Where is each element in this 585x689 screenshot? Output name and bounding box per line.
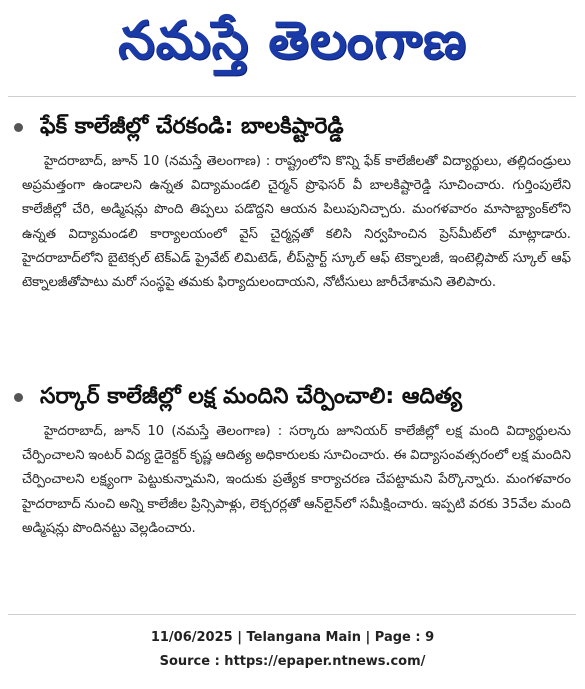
footer-date-line: 11/06/2025 | Telangana Main | Page : 9 [150,630,435,645]
masthead-logo: నమస్తే తెలంగాణ [118,11,467,71]
bullet-icon [14,123,23,132]
article-1 [0,110,585,295]
article-1-header [0,110,585,150]
masthead-divider [8,96,576,97]
article-1-body: హైదరాబాద్, జూన్ 10 (నమస్తే తెలంగాణ) : రాష్ట్రంలోని కొన్ని ఫేక్ కాలేజీలతో విద్యార్థులు, తల్లిదండ్రులు అప్రమత్తంగా ఉండాలని ఉన్నత విద్యామండలి చైర్మన్ ప్రొఫెసర్ వీ బాలకిష్టారెడ్డి సూచించారు. గుర్తింపులేని కాలేజీల్లో చేరి, అడ్మిషన్లు పొంది తిప్పలు పడొద్దని ఆయన పిలుపునిచ్చారు. మంగళవారం మాసాబ్ట్యాంక్‌లోని ఉన్నత విద్యామండలి కార్యాలయంలో వైస్ చైర్మన్లతో కలిసి నిర్వహించిన ప్రెస్‌మీట్‌లో మాట్లాడారు. హైదరాబాద్‌లోని బైటెక్సల్ టెక్ఎడ్ ప్రైవేట్ లిమిటెడ్, లీప్‌స్టార్ట్ స్కూల్ ఆఫ్ టెక్నాలజీ, ఇంటెల్లిపాట్ స్కూల్ ఆఫ్ టెక్నాలజీతోపాటు మరో సంస్థపై తమకు ఫిర్యాదులందాయని, నోటీసులు జారీచేశామని తెలిపారు. [22,154,571,291]
article-2-headline: సర్కార్ కాలేజీల్లో లక్ష మందిని చేర్పించాలి: ఆదిత్య [40,384,462,409]
footer-source-line: Source : https://epaper.ntnews.com/ [159,654,426,669]
article-1-headline: ఫేక్ కాలేజీల్లో చేరకండి: బాలకిష్టారెడ్డి [40,114,344,139]
article-2 [0,380,585,541]
article-2-body: హైదరాబాద్, జూన్ 10 (నమస్తే తెలంగాణ) : సర్కారు జూనియర్ కాలేజీల్లో లక్ష మంది విద్యార్థులను చేర్పించాలని ఇంటర్ విద్య డైరెక్టర్ కృష్ణ ఆదిత్య అధికారులకు సూచించారు. ఈ విద్యాసంవత్సరంలో లక్ష మందిని చేర్పించాలని లక్ష్యంగా పెట్టుకున్నామని, ఇందుకు ప్రత్యేక కార్యాచరణ చేపట్టామని పేర్కొన్నారు. మంగళవారం హైదరాబాద్ నుంచి అన్ని కాలేజీల ప్రిన్సిపాళ్లు, లెక్చరర్లతో ఆన్‌లైన్‌లో సమీక్షించారు. ఇప్పటి వరకు 35వేల మంది అడ్మిషన్లు పొందినట్టు వెల్లడించారు. [22,424,571,536]
article-2-header [0,380,585,420]
footer-divider [8,614,576,615]
bullet-icon [14,393,23,402]
